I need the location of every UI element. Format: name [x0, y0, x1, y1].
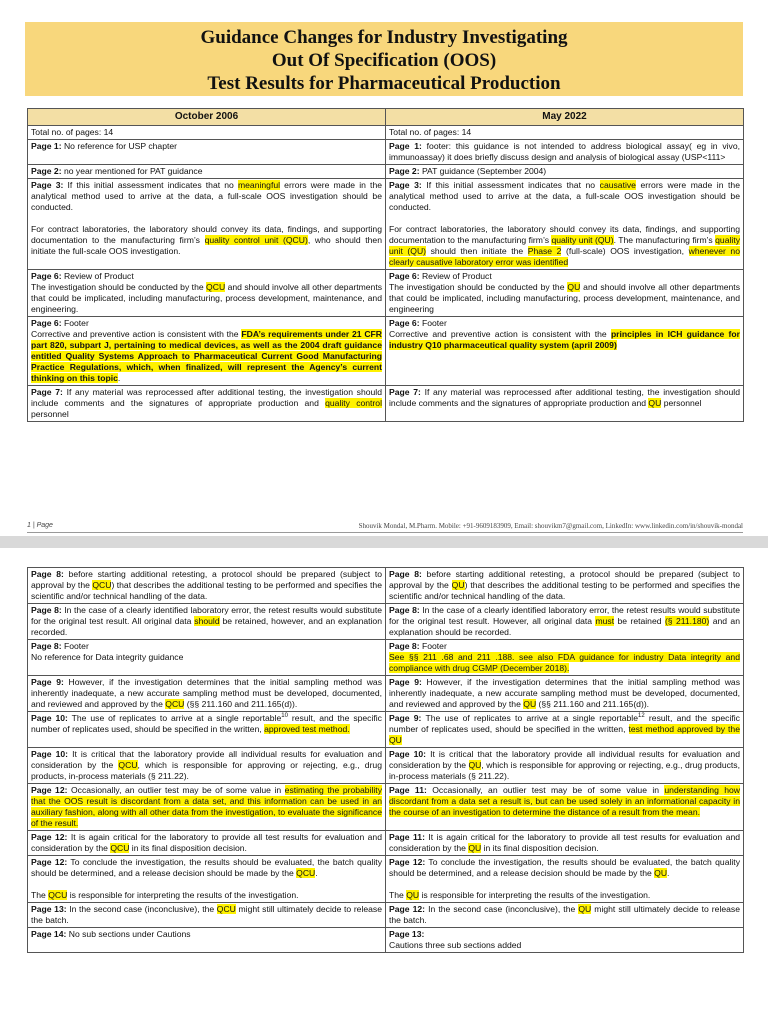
highlight: (§ 211.180) [664, 616, 710, 626]
cell-right: Page 12: In the second case (inconclusive), the QU might still ultimately decide to release the batch. [386, 903, 744, 928]
table-header-row [28, 109, 744, 126]
highlight: QU [406, 890, 420, 900]
highlight: QCU [206, 282, 226, 292]
highlight: principles in ICH guidance for industry Q10 pharmaceutical quality system (april 2009) [389, 329, 741, 350]
highlight: understanding how discordant from a data set a result is, but can be used solely in an informational capacity in the course of an investigation to determine the distance of a result from the mean. [389, 785, 740, 817]
highlight: QU [523, 699, 537, 709]
cell-left: Page 8: Footer No reference for Data integrity guidance [28, 640, 386, 676]
cell-left: Page 12: It is again critical for the laboratory to provide all test results for evaluation and consideration by the QCU in its final disposition decision. [28, 831, 386, 856]
title-line-2: Out Of Specification (OOS) [271, 50, 497, 71]
cell-right: Page 1: footer: this guidance is not intended to address biological assay( eg in vivo, immunoassay) it does briefly discuss design and analysis of biological assay (USP<111> [386, 140, 744, 165]
cell-right: Total no. of pages: 14 [386, 126, 744, 140]
cell-left: Page 6: Review of Product The investigation should be conducted by the QCU and should involve all other departments that could be implicated, including manufacturing, process development, maintenance, and engineering. [28, 270, 386, 317]
table-row [28, 831, 744, 856]
table-row [28, 604, 744, 640]
table-row [28, 903, 744, 928]
cell-right: Page 2: PAT guidance (September 2004) [386, 165, 744, 179]
cell-left: Page 8: before starting additional retesting, a protocol should be prepared (subject to approval by the QCU) that describes the additional testing to be performed and specifies the scientific and/or technical handling of the data. [28, 568, 386, 604]
highlight: QCU [110, 843, 130, 853]
table-row [28, 748, 744, 784]
cell-left: Page 8: In the case of a clearly identified laboratory error, the retest results would substitute for the original test result. All original data should be retained, however, and an explanation recorded. [28, 604, 386, 640]
cell-right: Page 10: It is critical that the laboratory provide all individual results for evaluation and consideration by the QU, which is responsible for approving or rejecting, e.g., drug products, in-process materials (§ 211.22). [386, 748, 744, 784]
comparison-table-page-2 [27, 567, 744, 953]
highlight: QCU [216, 904, 236, 914]
cell-left: Page 9: However, if the investigation determines that the initial sampling method was inherently inadequate, a new accurate sampling method must be developed, documented, and reviewed and approved by the QCU (§§ 211.160 and 211.165(d)). [28, 676, 386, 712]
cell-right: Page 8: In the case of a clearly identified laboratory error, the retest results would substitute for the original test result. However, all original data must be retained (§ 211.180) and an explanation should be recorded. [386, 604, 744, 640]
cell-left: Page 6: Footer Corrective and preventive action is consistent with the FDA’s requirements under 21 CFR part 820, subpart J, pertaining to medical devices, as well as the 2004 draft guidance entitled Quality Systems Approach to Pharmaceutical Current Good Manufacturing Practice Regulations, which, when finalized, will represent the Agency’s current thinking on this topic. [28, 317, 386, 386]
cell-right: Page 6: Footer Corrective and preventive action is consistent with the principles in ICH guidance for industry Q10 pharmaceutical quality system (april 2009) [386, 317, 744, 386]
table-row [28, 676, 744, 712]
table-row [28, 928, 744, 953]
highlight: estimating the probability that the OOS result is discordant from a data set, and this information can be used in an auxiliary fashion, along with all other data from the investigation, to evaluate the significance of the result. [31, 785, 382, 828]
cell-left: Page 14: No sub sections under Cautions [28, 928, 386, 953]
page-separator [0, 536, 768, 548]
cell-left: Page 3: If this initial assessment indicates that no meaningful errors were made in the analytical method used to arrive at the data, a full-scale OOS investigation should be conducted. For contract laboratories, the laboratory should convey its data, findings, and supporting documentation to the manufacturing firm’s quality control unit (QCU), who should then initiate the full-scale OOS investigation. [28, 179, 386, 270]
highlight: QCU [118, 760, 138, 770]
table-row [28, 317, 744, 386]
cell-left: Total no. of pages: 14 [28, 126, 386, 140]
highlight: QCU [92, 580, 112, 590]
cell-left: Page 12: To conclude the investigation, the results should be evaluated, the batch quality should be determined, and a release decision should be made by the QCU. The QCU is responsible for interpreting the results of the investigation. [28, 856, 386, 903]
cell-left: Page 12: Occasionally, an outlier test may be of some value in estimating the probability that the OOS result is discordant from a data set, and this information can be used in an auxiliary fashion, along with all other data from the investigation, to evaluate the significance of the result. [28, 784, 386, 831]
cell-left: Page 7: If any material was reprocessed after additional testing, the investigation should include comments and the signatures of appropriate production and quality control personnel [28, 386, 386, 422]
cell-left: Page 10: It is critical that the laboratory provide all individual results for evaluation and consideration by the QCU, which is responsible for approving or rejecting, e.g., drug products, in-process materials (§ 211.22). [28, 748, 386, 784]
table-row [28, 126, 744, 140]
highlight: approved test method. [264, 724, 350, 734]
column-header-right: May 2022 [386, 109, 744, 126]
highlight: must [595, 616, 615, 626]
cell-right: Page 9: However, if the investigation determines that the initial sampling method was inherently inadequate, a new accurate sampling method must be developed, documented, and reviewed and approved by the QU (§§ 211.160 and 211.165(d)). [386, 676, 744, 712]
cell-right: Page 13: Cautions three sub sections added [386, 928, 744, 953]
title-line-1: Guidance Changes for Industry Investigating [200, 27, 568, 48]
cell-right: Page 3: If this initial assessment indicates that no causative errors were made in the analytical method used to arrive at the data, a full-scale OOS investigation should be conducted. For contract laboratories, the laboratory should convey its data, findings, and supporting documentation to the manufacturing firm’s quality unit (QU). The manufacturing firm’s quality unit (QU) should then initiate the Phase 2 (full-scale) OOS investigation, whenever no clearly causative laboratory error was identified [386, 179, 744, 270]
cell-left: Page 1: No reference for USP chapter [28, 140, 386, 165]
cell-left: Page 2: no year mentioned for PAT guidance [28, 165, 386, 179]
table-row [28, 179, 744, 270]
cell-right: Page 12: To conclude the investigation, the results should be evaluated, the batch quality should be determined, and a release decision should be made by the QU. The QU is responsible for interpreting the results of the investigation. [386, 856, 744, 903]
table-row [28, 568, 744, 604]
comparison-table-page-1 [27, 108, 744, 422]
table-row [28, 712, 744, 748]
highlight: QU [468, 760, 482, 770]
highlight: quality unit (QU) [551, 235, 614, 245]
highlight: QCU [165, 699, 185, 709]
highlight: quality unit (QU) [389, 235, 740, 256]
highlight: QCU [296, 868, 316, 878]
footer-divider [27, 532, 743, 533]
table-row [28, 856, 744, 903]
table-row [28, 784, 744, 831]
highlight: meaningful [237, 180, 281, 190]
cell-right: Page 8: Footer See §§ 211 .68 and 211 .188. see also FDA guidance for industry Data integrity and compliance with drug CGMP (December 2018). [386, 640, 744, 676]
highlight: QU [648, 398, 662, 408]
highlight: QU [468, 843, 482, 853]
highlight: Phase 2 [527, 246, 562, 256]
document-title [25, 22, 743, 96]
cell-left: Page 10: The use of replicates to arrive at a single reportable$^{10}$ result, and the specific number of replicates used, should be specified in the written, approved test method. [28, 712, 386, 748]
page-number: 1 | Page [27, 522, 53, 529]
table-row [28, 386, 744, 422]
highlight: QU [451, 580, 465, 590]
highlight: FDA’s requirements under 21 CFR part 820, subpart J, pertaining to medical devices, as well as the 2004 draft guidance entitled Quality Systems Approach to Pharmaceutical Current Good Manufacturing Practice Regulations, which, when finalized, will represent the Agency’s current thinking on this topic [31, 329, 383, 383]
author-contact: Shouvik Mondal, M.Pharm. Mobile: +91-9609183909, Email: shouvikm7@gmail.com, LinkedIn: www.linkedin.com/in/shouvik-mondal [358, 522, 743, 530]
cell-left: Page 13: In the second case (inconclusive), the QCU might still ultimately decide to release the batch. [28, 903, 386, 928]
highlight: causative [599, 180, 636, 190]
cell-right: Page 11: Occasionally, an outlier test may be of some value in understanding how discordant from a data set a result is, but can be used solely in an informational capacity in the course of an investigation to determine the distance of a result from the mean. [386, 784, 744, 831]
table-row [28, 140, 744, 165]
highlight: quality control [325, 398, 382, 408]
cell-right: Page 11: It is again critical for the laboratory to provide all test results for evaluation and consideration by the QU in its final disposition decision. [386, 831, 744, 856]
table-row [28, 165, 744, 179]
cell-right: Page 8: before starting additional retesting, a protocol should be prepared (subject to approval by the QU) that describes the additional testing to be performed and specifies the scientific and/or technical handling of the data. [386, 568, 744, 604]
highlight: whenever no clearly causative laboratory error was identified [389, 246, 740, 267]
table-row [28, 270, 744, 317]
table-row [28, 640, 744, 676]
highlight: QU [567, 282, 581, 292]
highlight: QU [654, 868, 668, 878]
highlight: QU [578, 904, 592, 914]
highlight: quality control unit (QCU) [204, 235, 308, 245]
highlight: should [194, 616, 220, 626]
cell-right: Page 7: If any material was reprocessed after additional testing, the investigation should include comments and the signatures of appropriate production and QU personnel [386, 386, 744, 422]
column-header-left: October 2006 [28, 109, 386, 126]
highlight: test method approved by the QU [389, 724, 740, 745]
highlight: See §§ 211 .68 and 211 .188. see also FDA guidance for industry Data integrity and compliance with drug CGMP (December 2018). [389, 652, 740, 673]
cell-right: Page 6: Review of Product The investigation should be conducted by the QU and should involve all other departments that could be implicated, including manufacturing, process development, maintenance, and engineering [386, 270, 744, 317]
highlight: QCU [48, 890, 68, 900]
title-line-3: Test Results for Pharmaceutical Production [207, 73, 561, 94]
cell-right: Page 9: The use of replicates to arrive at a single reportable$^{12}$ result, and the specific number of replicates used, should be specified in the written, test method approved by the QU [386, 712, 744, 748]
